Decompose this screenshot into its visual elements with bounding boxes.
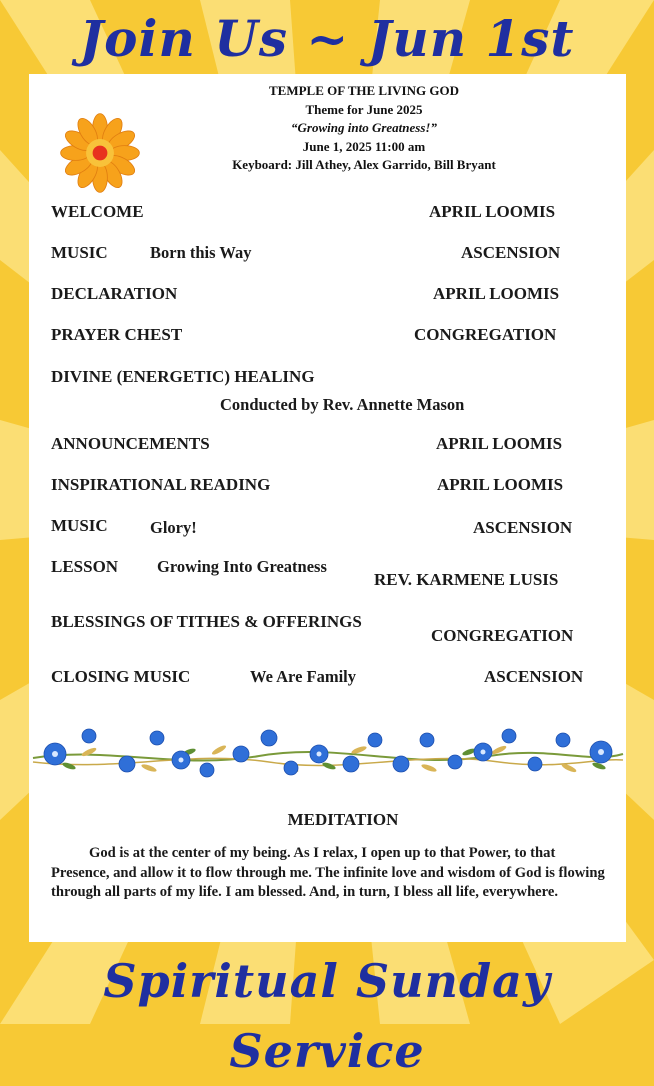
program-leader: REV. KARMENE LUSIS (374, 570, 559, 589)
program-row-inspirational-reading (29, 475, 626, 505)
program-row-healing-conductor (29, 395, 626, 425)
program-leader: ASCENSION (461, 243, 561, 262)
program-label: BLESSINGS OF TITHES & OFFERINGS (51, 612, 362, 631)
program-label: INSPIRATIONAL READING (51, 475, 271, 494)
program-leader: APRIL LOOMIS (436, 434, 563, 453)
program-label: MUSIC (51, 243, 108, 262)
program-title: We Are Family (250, 667, 357, 686)
program-label: MUSIC (51, 516, 108, 535)
theme-quote: “Growing into Greatness!” (291, 120, 437, 135)
keyboard-credits: Keyboard: Jill Athey, Alex Garrido, Bill Bryant (232, 157, 496, 172)
program-label: LESSON (51, 557, 119, 576)
org-name: TEMPLE OF THE LIVING GOD (269, 83, 459, 98)
meditation-text: God is at the center of my being. As I relax, I open up to that Power, to that Presence, and allow it to flow through me. The infinite love and wisdom of God is flowing through all parts of my life. I am blessed. And, in turn, I bless all life, everywhere. (51, 845, 605, 900)
program-row-announcements (29, 434, 626, 464)
program-title: Born this Way (150, 243, 252, 262)
meditation-title: MEDITATION (287, 810, 399, 829)
program-row-declaration (29, 284, 626, 314)
sunflower-icon (59, 112, 141, 194)
program-label: WELCOME (51, 202, 144, 221)
program-label: DECLARATION (51, 284, 178, 303)
program-row-music-2 (29, 516, 626, 546)
program-leader: CONGREGATION (414, 325, 557, 344)
program-card (29, 74, 626, 942)
program-leader: CONGREGATION (431, 626, 574, 645)
service-date-time: June 1, 2025 11:00 am (302, 138, 426, 154)
service-header (179, 82, 549, 175)
program-row-prayer-chest (29, 325, 626, 355)
program-leader: ASCENSION (473, 518, 573, 537)
program-label: PRAYER CHEST (51, 325, 183, 344)
program-row-welcome (29, 202, 626, 232)
cornflower-garland-icon (29, 724, 626, 784)
program-row-closing-music (29, 667, 626, 697)
program-label: ANNOUNCEMENTS (51, 434, 210, 453)
program-row-tithes-offerings (29, 612, 626, 645)
program-title: Growing Into Greatness (157, 557, 327, 576)
program-row-divine-healing (29, 367, 626, 397)
program-title: Glory! (150, 518, 197, 537)
banner-bottom-title: Spiritual Sunday Service (103, 954, 551, 1078)
program-title: Conducted by Rev. Annette Mason (220, 395, 465, 414)
program-leader: ASCENSION (484, 667, 584, 686)
program-row-lesson (29, 557, 626, 587)
program-leader: APRIL LOOMIS (433, 284, 560, 303)
program-leader: APRIL LOOMIS (437, 475, 564, 494)
program-leader: APRIL LOOMIS (429, 202, 556, 221)
banner-top-title: Join Us ~ Jun 1st (79, 9, 575, 68)
program-row-music (29, 243, 626, 273)
theme-label: Theme for June 2025 (305, 101, 423, 117)
program-label: CLOSING MUSIC (51, 667, 191, 686)
program-label: DIVINE (ENERGETIC) HEALING (51, 367, 315, 386)
